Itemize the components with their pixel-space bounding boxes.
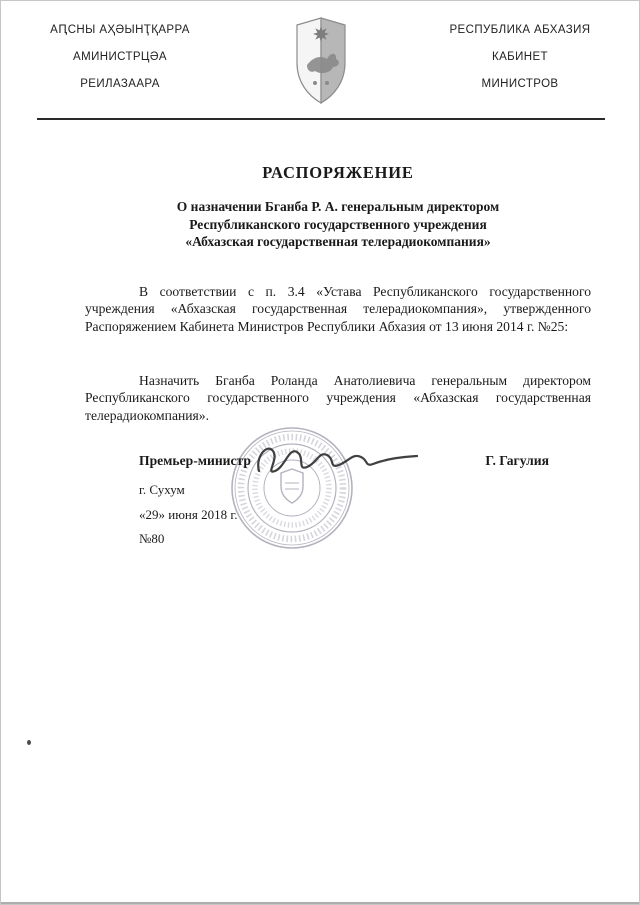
body-paragraph-2: Назначить Бганба Роланда Анатолиевича генеральным директором Республиканского государственного учреждения «Абхазская государственная телерадиокомпания». [85, 372, 591, 423]
date-line: «29» июня 2018 г. [139, 507, 238, 522]
org-name-russian-line3: МИНИСТРОВ [481, 78, 559, 90]
org-name-russian [431, 17, 609, 98]
document-subject [85, 198, 591, 251]
org-name-abkhaz-line2: АМИНИСТРЦӘА [73, 51, 167, 63]
scan-edge-shadow [1, 902, 639, 904]
handwritten-signature-icon [251, 431, 425, 485]
coat-of-arms-icon [293, 15, 349, 109]
org-name-abkhaz-line1: АԤСНЫ АҲӘЫНҬҚАРРА [50, 24, 190, 36]
subject-line-3: «Абхазская государственная телерадиокомпания» [185, 234, 491, 249]
org-name-russian-line1: РЕСПУБЛИКА АБХАЗИЯ [449, 24, 591, 36]
header-rule [37, 118, 605, 120]
scan-speck [27, 740, 31, 745]
org-name-abkhaz-line3: РЕИЛАЗААРА [80, 78, 160, 90]
subject-line-2: Республиканского государственного учреждения [189, 216, 487, 232]
org-name-abkhaz [31, 17, 209, 98]
document-title: РАСПОРЯЖЕНИЕ [262, 163, 414, 182]
body-paragraph-1: В соответствии с п. 3.4 «Устава Республиканского государственного учреждения «Абхазская государственная телерадиокомпания», утвержденного Распоряжением Кабинета Министров Республики Абхазия от 13 июня 2014 г. №25: [85, 283, 591, 334]
document-number: №80 [139, 531, 165, 546]
org-name-russian-line2: КАБИНЕТ [492, 51, 548, 63]
signer-name: Г. Гагулия [485, 453, 549, 468]
subject-line-1: О назначении Бганба Р. А. генеральным директором [176, 199, 500, 214]
signer-position: Премьер-министр [139, 453, 251, 468]
place-line: г. Сухум [139, 482, 185, 497]
